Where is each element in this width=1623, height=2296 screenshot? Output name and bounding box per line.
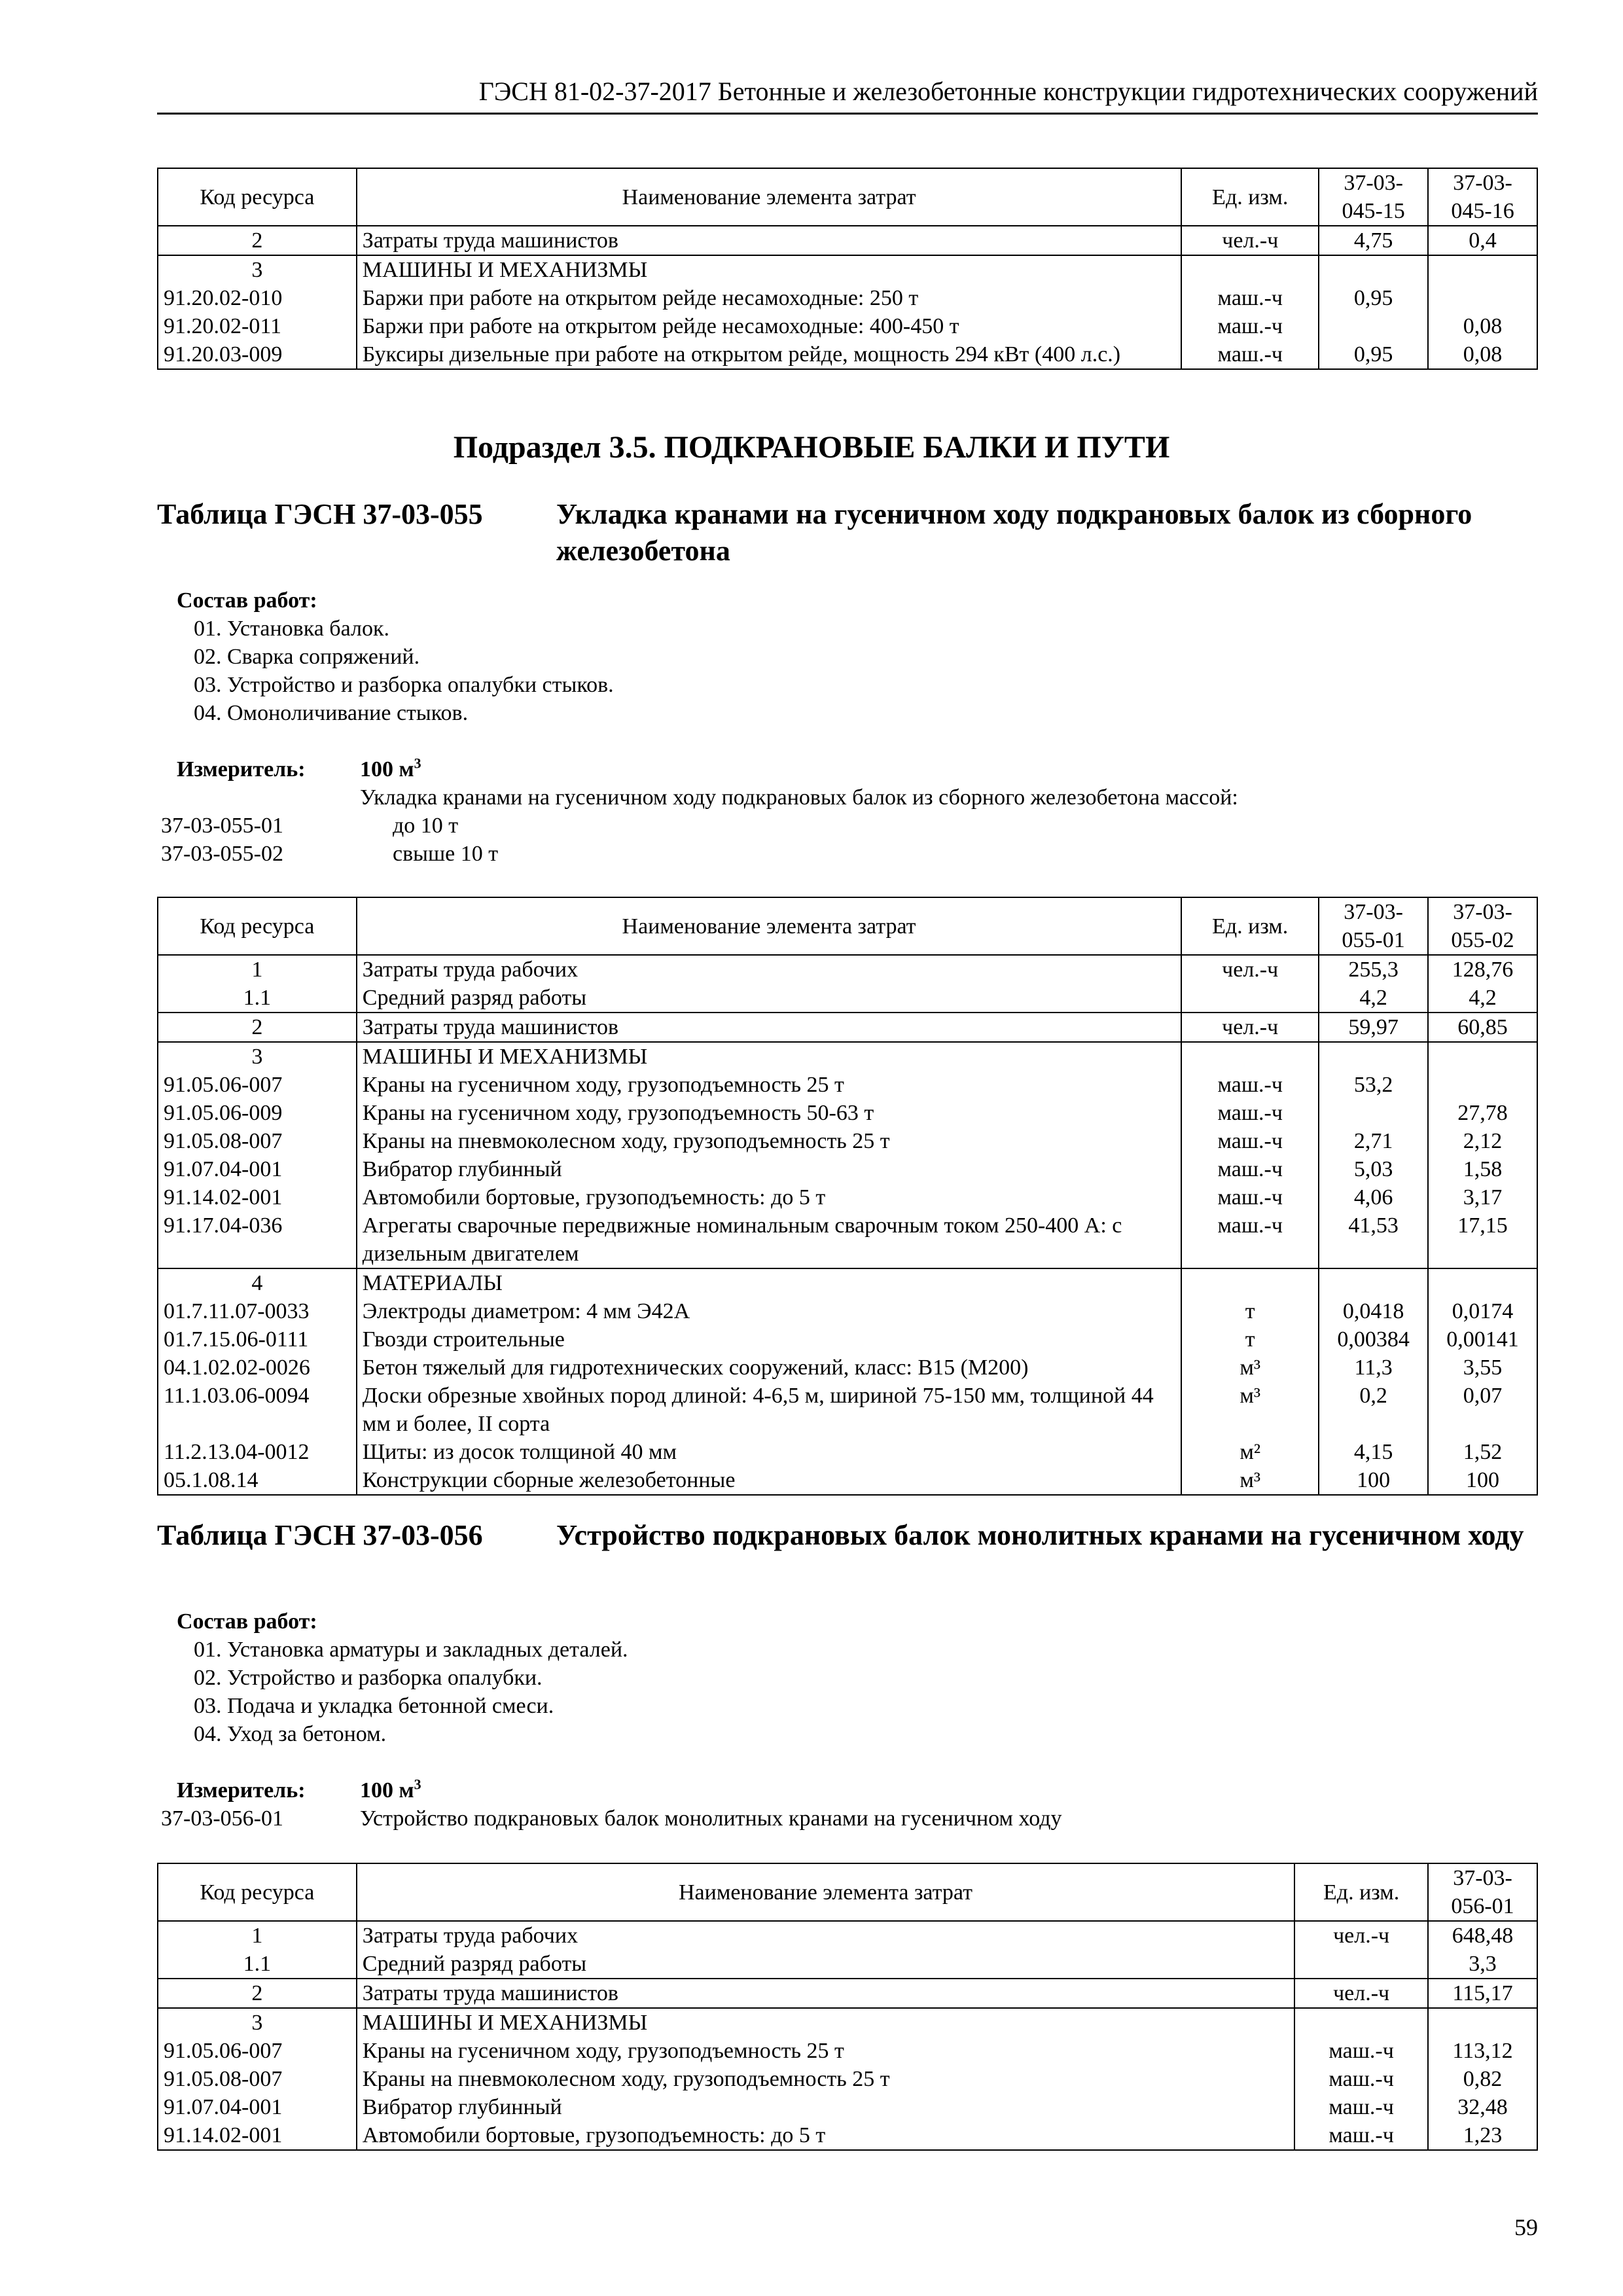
- cell-name: Затраты труда машинистов: [357, 226, 1182, 255]
- table-header-row: [158, 1863, 1537, 1921]
- table-row: [158, 2037, 1537, 2065]
- table-row: [158, 1183, 1537, 1211]
- cell-value: 4,2: [1319, 984, 1428, 1013]
- cell-unit: т: [1181, 1325, 1319, 1354]
- cell-name: Краны на гусеничном ходу, грузоподъемность 25 т: [357, 2037, 1294, 2065]
- cell-unit: маш.-ч: [1181, 1099, 1319, 1127]
- resource-table-056: [157, 1863, 1538, 2151]
- measure-value: 100 $м^3$: [360, 755, 421, 781]
- cell-name: Затраты труда машинистов: [357, 1013, 1181, 1042]
- col-header-unit: Ед. изм.: [1181, 168, 1319, 226]
- resource-table-055: [157, 897, 1538, 1496]
- cell-name: Агрегаты сварочные передвижные номинальным сварочным током 250-400 А: с дизельным двигателем: [357, 1211, 1181, 1268]
- cell-value: 41,53: [1319, 1211, 1428, 1268]
- cell-code: 91.07.04-001: [158, 1155, 357, 1183]
- table-row: [158, 2065, 1537, 2093]
- cell-unit: [1181, 984, 1319, 1013]
- col-header-code: Код ресурса: [158, 168, 357, 226]
- cell-code: 2: [158, 1979, 357, 2008]
- table-header-row: [158, 168, 1537, 226]
- cell-code: 3: [158, 255, 357, 284]
- cell-name: Краны на гусеничном ходу, грузоподъемность 50-63 т: [357, 1099, 1181, 1127]
- cell-value: [1319, 1099, 1428, 1127]
- cell-name: Затраты труда рабочих: [357, 1921, 1294, 1950]
- cell-value: [1319, 255, 1428, 284]
- cell-code: 91.20.02-011: [158, 312, 357, 340]
- cell-code: 11.2.13.04-0012: [158, 1438, 357, 1466]
- cell-unit: маш.-ч: [1181, 1071, 1319, 1099]
- table-row: [158, 1466, 1537, 1495]
- cell-value: [1428, 2008, 1537, 2037]
- cell-name: Средний разряд работы: [357, 1950, 1294, 1979]
- cell-unit: маш.-ч: [1181, 340, 1319, 369]
- norm-text: до 10 т: [393, 814, 459, 838]
- cell-value: 3,55: [1428, 1354, 1537, 1382]
- cell-name: Буксиры дизельные при работе на открытом рейде, мощность 294 кВт (400 л.с.): [357, 340, 1182, 369]
- work-item: 04. Омоноличивание стыков.: [194, 701, 469, 725]
- table-title: Устройство подкрановых балок монолитных кранами на гусеничном ходу: [556, 1519, 1524, 1551]
- cell-unit: м²: [1181, 1438, 1319, 1466]
- table-row: [158, 1438, 1537, 1466]
- cell-code: 91.05.06-009: [158, 1099, 357, 1127]
- cell-code: 1: [158, 1921, 357, 1950]
- works-label: Состав работ:: [177, 588, 317, 613]
- cell-name: Краны на гусеничном ходу, грузоподъемность 25 т: [357, 1071, 1181, 1099]
- measure-label: Измеритель:: [177, 757, 306, 781]
- cell-value: 100: [1319, 1466, 1428, 1495]
- table-row: [158, 1979, 1537, 2008]
- cell-name: МАШИНЫ И МЕХАНИЗМЫ: [357, 255, 1182, 284]
- col-header-norm: 37-03-045-16: [1428, 168, 1537, 226]
- cell-value: 59,97: [1319, 1013, 1428, 1042]
- cell-value: 0,00384: [1319, 1325, 1428, 1354]
- cell-unit: м³: [1181, 1382, 1319, 1438]
- table-row: [158, 284, 1537, 312]
- cell-code: 91.17.04-036: [158, 1211, 357, 1268]
- cell-code: 91.14.02-001: [158, 1183, 357, 1211]
- col-header-name: Наименование элемента затрат: [357, 1863, 1294, 1921]
- table-row: [158, 1950, 1537, 1979]
- norm-text: свыше 10 т: [393, 842, 499, 866]
- cell-value: 0,08: [1428, 312, 1537, 340]
- cell-value: 648,48: [1428, 1921, 1537, 1950]
- measure-value: 100 $м^3$: [360, 1776, 421, 1803]
- work-item: 01. Установка балок.: [194, 617, 389, 641]
- cell-unit: м³: [1181, 1354, 1319, 1382]
- cell-unit: маш.-ч: [1294, 2065, 1428, 2093]
- cell-name: Затраты труда рабочих: [357, 955, 1181, 984]
- cell-code: 05.1.08.14: [158, 1466, 357, 1495]
- col-header-norm: 37-03-055-01: [1319, 897, 1428, 955]
- table-row: [158, 1382, 1537, 1438]
- cell-unit: маш.-ч: [1181, 1155, 1319, 1183]
- cell-value: [1428, 1268, 1537, 1297]
- works-label: Состав работ:: [177, 1609, 317, 1634]
- cell-name: Краны на пневмоколесном ходу, грузоподъемность 25 т: [357, 2065, 1294, 2093]
- cell-name: МАТЕРИАЛЫ: [357, 1268, 1181, 1297]
- cell-code: 1: [158, 955, 357, 984]
- cell-code: 04.1.02.02-0026: [158, 1354, 357, 1382]
- cell-name: Электроды диаметром: 4 мм Э42А: [357, 1297, 1181, 1325]
- cell-value: 0,4: [1428, 226, 1537, 255]
- cell-unit: маш.-ч: [1181, 1211, 1319, 1268]
- cell-code: 91.14.02-001: [158, 2121, 357, 2150]
- cell-value: 4,15: [1319, 1438, 1428, 1466]
- table-row: [158, 1099, 1537, 1127]
- cell-name: Доски обрезные хвойных пород длиной: 4-6,5 м, шириной 75-150 мм, толщиной 44 мм и более, II сорта: [357, 1382, 1181, 1438]
- table-row: [158, 1354, 1537, 1382]
- table-row: [158, 1127, 1537, 1155]
- cell-value: 1,58: [1428, 1155, 1537, 1183]
- cell-unit: маш.-ч: [1181, 312, 1319, 340]
- cell-value: 60,85: [1428, 1013, 1537, 1042]
- work-item: 03. Устройство и разборка опалубки стыков.: [194, 673, 614, 697]
- col-header-norm: 37-03-056-01: [1428, 1863, 1537, 1921]
- subsection-title: Подраздел 3.5. ПОДКРАНОВЫЕ БАЛКИ И ПУТИ: [453, 430, 1170, 465]
- cell-code: 91.05.08-007: [158, 2065, 357, 2093]
- cell-unit: чел.-ч: [1181, 226, 1319, 255]
- cell-value: 0,0418: [1319, 1297, 1428, 1325]
- cell-value: [1319, 1042, 1428, 1071]
- cell-code: 11.1.03.06-0094: [158, 1382, 357, 1438]
- page-number: 59: [1514, 2214, 1538, 2240]
- cell-code: 91.05.08-007: [158, 1127, 357, 1155]
- cell-value: [1428, 1071, 1537, 1099]
- cell-value: 3,17: [1428, 1183, 1537, 1211]
- cell-code: 01.7.15.06-0111: [158, 1325, 357, 1354]
- table-row: [158, 1921, 1537, 1950]
- col-header-norm: 37-03-055-02: [1428, 897, 1537, 955]
- work-item: 01. Установка арматуры и закладных деталей.: [194, 1638, 628, 1662]
- cell-value: 1,52: [1428, 1438, 1537, 1466]
- table-row: [158, 1325, 1537, 1354]
- col-header-name: Наименование элемента затрат: [357, 168, 1182, 226]
- table-row: [158, 226, 1537, 255]
- cell-value: 0,95: [1319, 284, 1428, 312]
- col-header-code: Код ресурса: [158, 897, 357, 955]
- cell-value: 0,2: [1319, 1382, 1428, 1438]
- cell-unit: [1294, 1950, 1428, 1979]
- cell-value: 2,12: [1428, 1127, 1537, 1155]
- cell-name: Вибратор глубинный: [357, 1155, 1181, 1183]
- norm-text: Устройство подкрановых балок монолитных кранами на гусеничном ходу: [360, 1806, 1062, 1831]
- table-row: [158, 1211, 1537, 1268]
- cell-name: Автомобили бортовые, грузоподъемность: до 5 т: [357, 2121, 1294, 2150]
- cell-code: 91.20.03-009: [158, 340, 357, 369]
- cell-code: 91.07.04-001: [158, 2093, 357, 2121]
- cell-code: 3: [158, 1042, 357, 1071]
- cell-unit: чел.-ч: [1294, 1979, 1428, 2008]
- table-row: [158, 340, 1537, 369]
- cell-name: Баржи при работе на открытом рейде несамоходные: 250 т: [357, 284, 1182, 312]
- cell-value: 17,15: [1428, 1211, 1537, 1268]
- col-header-norm: 37-03-045-15: [1319, 168, 1428, 226]
- col-header-code: Код ресурса: [158, 1863, 357, 1921]
- cell-name: МАШИНЫ И МЕХАНИЗМЫ: [357, 2008, 1294, 2037]
- table-row: [158, 1297, 1537, 1325]
- cell-value: 4,06: [1319, 1183, 1428, 1211]
- table-row: [158, 1042, 1537, 1071]
- running-header: ГЭСН 81-02-37-2017 Бетонные и железобетонные конструкции гидротехнических сооружений: [157, 75, 1538, 115]
- table-row: [158, 2121, 1537, 2150]
- cell-name: Автомобили бортовые, грузоподъемность: до 5 т: [357, 1183, 1181, 1211]
- cell-unit: [1181, 255, 1319, 284]
- col-header-unit: Ед. изм.: [1294, 1863, 1428, 1921]
- table-row: [158, 1013, 1537, 1042]
- cell-value: 3,3: [1428, 1950, 1537, 1979]
- cell-unit: [1294, 2008, 1428, 2037]
- table-row: [158, 1268, 1537, 1297]
- table-row: [158, 255, 1537, 284]
- work-item: 02. Сварка сопряжений.: [194, 645, 420, 669]
- cell-unit: маш.-ч: [1181, 284, 1319, 312]
- table-row: [158, 1155, 1537, 1183]
- work-item: 03. Подача и укладка бетонной смеси.: [194, 1694, 554, 1718]
- cell-code: 2: [158, 226, 357, 255]
- cell-value: 0,00141: [1428, 1325, 1537, 1354]
- table-title: Укладка кранами на гусеничном ходу подкрановых балок из сборного железобетона: [556, 498, 1472, 567]
- cell-unit: маш.-ч: [1294, 2121, 1428, 2150]
- cell-unit: чел.-ч: [1181, 955, 1319, 984]
- cell-value: [1319, 312, 1428, 340]
- cell-value: 0,08: [1428, 340, 1537, 369]
- cell-value: 27,78: [1428, 1099, 1537, 1127]
- cell-code: 91.05.06-007: [158, 2037, 357, 2065]
- cell-value: 2,71: [1319, 1127, 1428, 1155]
- cell-unit: чел.-ч: [1181, 1013, 1319, 1042]
- cell-value: 32,48: [1428, 2093, 1537, 2121]
- cell-value: [1428, 255, 1537, 284]
- cell-name: Затраты труда машинистов: [357, 1979, 1294, 2008]
- cell-value: 11,3: [1319, 1354, 1428, 1382]
- cell-name: Щиты: из досок толщиной 40 мм: [357, 1438, 1181, 1466]
- cell-unit: маш.-ч: [1181, 1127, 1319, 1155]
- cell-value: [1319, 1268, 1428, 1297]
- cell-value: 100: [1428, 1466, 1537, 1495]
- cell-code: 1.1: [158, 1950, 357, 1979]
- cell-name: Вибратор глубинный: [357, 2093, 1294, 2121]
- cell-name: Баржи при работе на открытом рейде несамоходные: 400-450 т: [357, 312, 1182, 340]
- cell-unit: маш.-ч: [1294, 2037, 1428, 2065]
- norm-code: 37-03-055-02: [161, 842, 283, 866]
- cell-code: 91.05.06-007: [158, 1071, 357, 1099]
- cell-value: 4,2: [1428, 984, 1537, 1013]
- table-label: Таблица ГЭСН 37-03-056: [157, 1519, 483, 1551]
- cell-value: 5,03: [1319, 1155, 1428, 1183]
- table-label: Таблица ГЭСН 37-03-055: [157, 498, 483, 530]
- cell-name: Гвозди строительные: [357, 1325, 1181, 1354]
- cell-value: 0,0174: [1428, 1297, 1537, 1325]
- resource-table-045: [157, 168, 1538, 370]
- cell-unit: [1181, 1042, 1319, 1071]
- cell-name: Краны на пневмоколесном ходу, грузоподъемность 25 т: [357, 1127, 1181, 1155]
- norm-code: 37-03-056-01: [161, 1806, 283, 1831]
- cell-code: 3: [158, 2008, 357, 2037]
- cell-value: 0,95: [1319, 340, 1428, 369]
- table-row: [158, 2093, 1537, 2121]
- cell-name: МАШИНЫ И МЕХАНИЗМЫ: [357, 1042, 1181, 1071]
- table-header-row: [158, 897, 1537, 955]
- norm-intro: Укладка кранами на гусеничном ходу подкрановых балок из сборного железобетона массой:: [360, 785, 1238, 810]
- work-item: 02. Устройство и разборка опалубки.: [194, 1666, 543, 1690]
- cell-code: 2: [158, 1013, 357, 1042]
- cell-value: 0,82: [1428, 2065, 1537, 2093]
- cell-unit: маш.-ч: [1181, 1183, 1319, 1211]
- cell-value: [1428, 284, 1537, 312]
- cell-unit: чел.-ч: [1294, 1921, 1428, 1950]
- work-item: 04. Уход за бетоном.: [194, 1722, 387, 1746]
- cell-value: [1428, 1042, 1537, 1071]
- cell-value: 53,2: [1319, 1071, 1428, 1099]
- table-row: [158, 1071, 1537, 1099]
- cell-code: 4: [158, 1268, 357, 1297]
- cell-value: 113,12: [1428, 2037, 1537, 2065]
- cell-value: 115,17: [1428, 1979, 1537, 2008]
- cell-code: 1.1: [158, 984, 357, 1013]
- cell-unit: маш.-ч: [1294, 2093, 1428, 2121]
- table-row: [158, 2008, 1537, 2037]
- norm-code: 37-03-055-01: [161, 814, 283, 838]
- cell-name: Средний разряд работы: [357, 984, 1181, 1013]
- measure-label: Измеритель:: [177, 1778, 306, 1803]
- cell-value: 128,76: [1428, 955, 1537, 984]
- cell-code: 01.7.11.07-0033: [158, 1297, 357, 1325]
- cell-name: Бетон тяжелый для гидротехнических сооружений, класс: В15 (М200): [357, 1354, 1181, 1382]
- cell-value: 1,23: [1428, 2121, 1537, 2150]
- table-row: [158, 312, 1537, 340]
- cell-unit: [1181, 1268, 1319, 1297]
- table-row: [158, 955, 1537, 984]
- cell-value: 4,75: [1319, 226, 1428, 255]
- cell-value: 0,07: [1428, 1382, 1537, 1438]
- cell-value: 255,3: [1319, 955, 1428, 984]
- cell-unit: м³: [1181, 1466, 1319, 1495]
- table-row: [158, 984, 1537, 1013]
- cell-name: Конструкции сборные железобетонные: [357, 1466, 1181, 1495]
- col-header-unit: Ед. изм.: [1181, 897, 1319, 955]
- cell-unit: т: [1181, 1297, 1319, 1325]
- col-header-name: Наименование элемента затрат: [357, 897, 1181, 955]
- cell-code: 91.20.02-010: [158, 284, 357, 312]
